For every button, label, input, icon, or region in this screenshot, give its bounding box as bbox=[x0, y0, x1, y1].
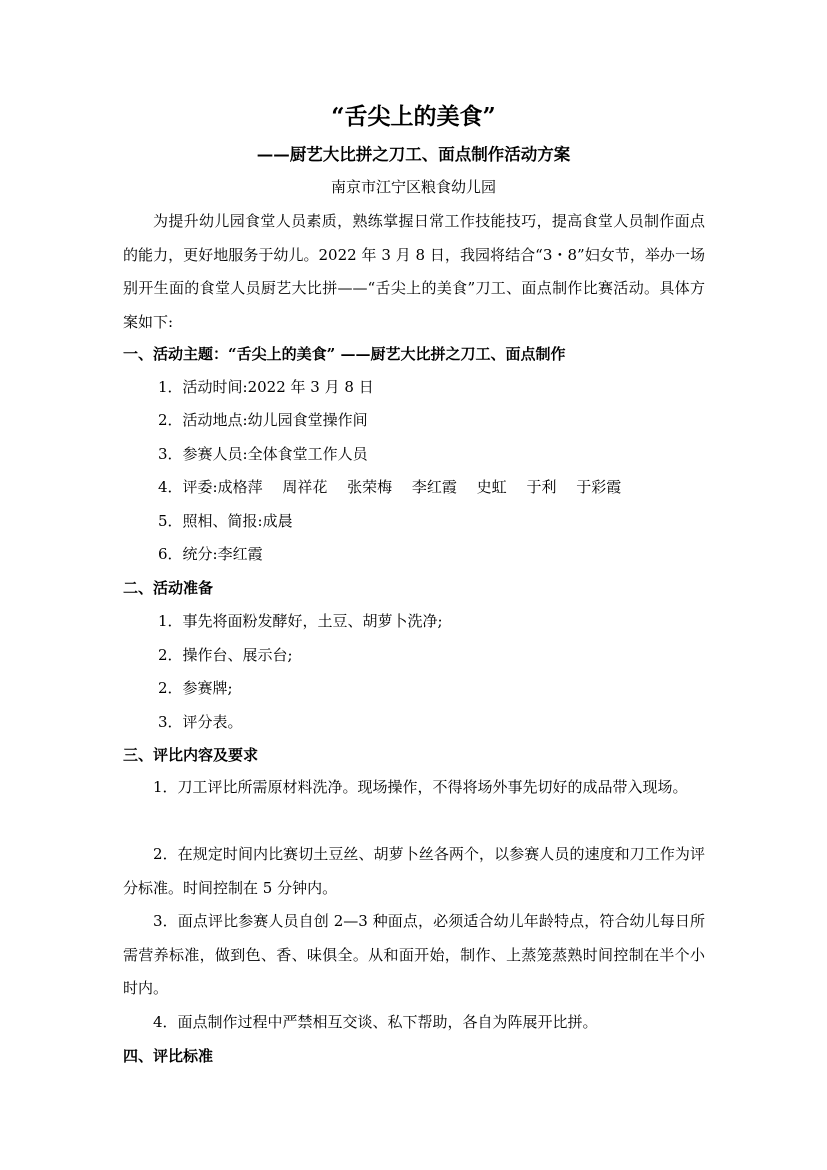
section-heading-theme: 一、活动主题：“舌尖上的美食” ——厨艺大比拼之刀工、面点制作 bbox=[123, 345, 566, 363]
document-subtitle: ——厨艺大比拼之刀工、面点制作活动方案 bbox=[256, 145, 571, 164]
list-item: 4．评委:成格萍 周祥花 张荣梅 李红霞 史虹 于利 于彩霞 bbox=[158, 478, 622, 496]
document-title: “舌尖上的美食” bbox=[331, 103, 496, 130]
intro-paragraph: 为提升幼儿园食堂人员素质，熟练掌握日常工作技能技巧，提高食堂人员制作面点的能力，更好地服务于幼儿。2022 年 3 月 8 日，我园将结合“3・8”妇女节，举办一场别开生面的食堂人员厨艺大比拼——“舌尖上的美食”刀工、面点制作比赛活动。具体方案如下: bbox=[123, 212, 705, 331]
requirement-paragraph: 3．面点评比参赛人员自创 2—3 种面点，必须适合幼儿年龄特点，符合幼儿每日所需营养标准，做到色、香、味俱全。从和面开始，制作、上蒸笼蒸熟时间控制在半个小时内。 bbox=[123, 912, 705, 997]
list-item: 1．活动时间:2022 年 3 月 8 日 bbox=[158, 378, 374, 396]
list-item: 2．活动地点:幼儿园食堂操作间 bbox=[158, 411, 368, 429]
list-item: 3．参赛人员:全体食堂工作人员 bbox=[158, 445, 368, 463]
organization-name: 南京市江宁区粮食幼儿园 bbox=[330, 178, 496, 196]
list-item: 6．统分:李红霞 bbox=[158, 545, 263, 563]
list-item: 2．操作台、展示台; bbox=[158, 646, 293, 664]
list-item: 1．事先将面粉发酵好，土豆、胡萝卜洗净; bbox=[158, 612, 443, 630]
list-item: 5．照相、简报:成晨 bbox=[158, 512, 293, 530]
section-heading-requirements: 三、评比内容及要求 bbox=[123, 746, 259, 764]
requirement-paragraph: 1．刀工评比所需原材料洗净。现场操作，不得将场外事先切好的成品带入现场。 bbox=[153, 778, 688, 796]
list-item: 2．参赛牌; bbox=[158, 679, 233, 697]
section-heading-criteria: 四、评比标准 bbox=[123, 1047, 214, 1065]
list-item: 3．评分表。 bbox=[158, 713, 243, 731]
section-heading-preparation: 二、活动准备 bbox=[123, 579, 214, 597]
requirement-paragraph: 4．面点制作过程中严禁相互交谈、私下帮助，各自为阵展开比拼。 bbox=[153, 1013, 598, 1031]
requirement-paragraph: 2．在规定时间内比赛切土豆丝、胡萝卜丝各两个，以参赛人员的速度和刀工作为评分标准。时间控制在 5 分钟内。 bbox=[123, 845, 705, 897]
